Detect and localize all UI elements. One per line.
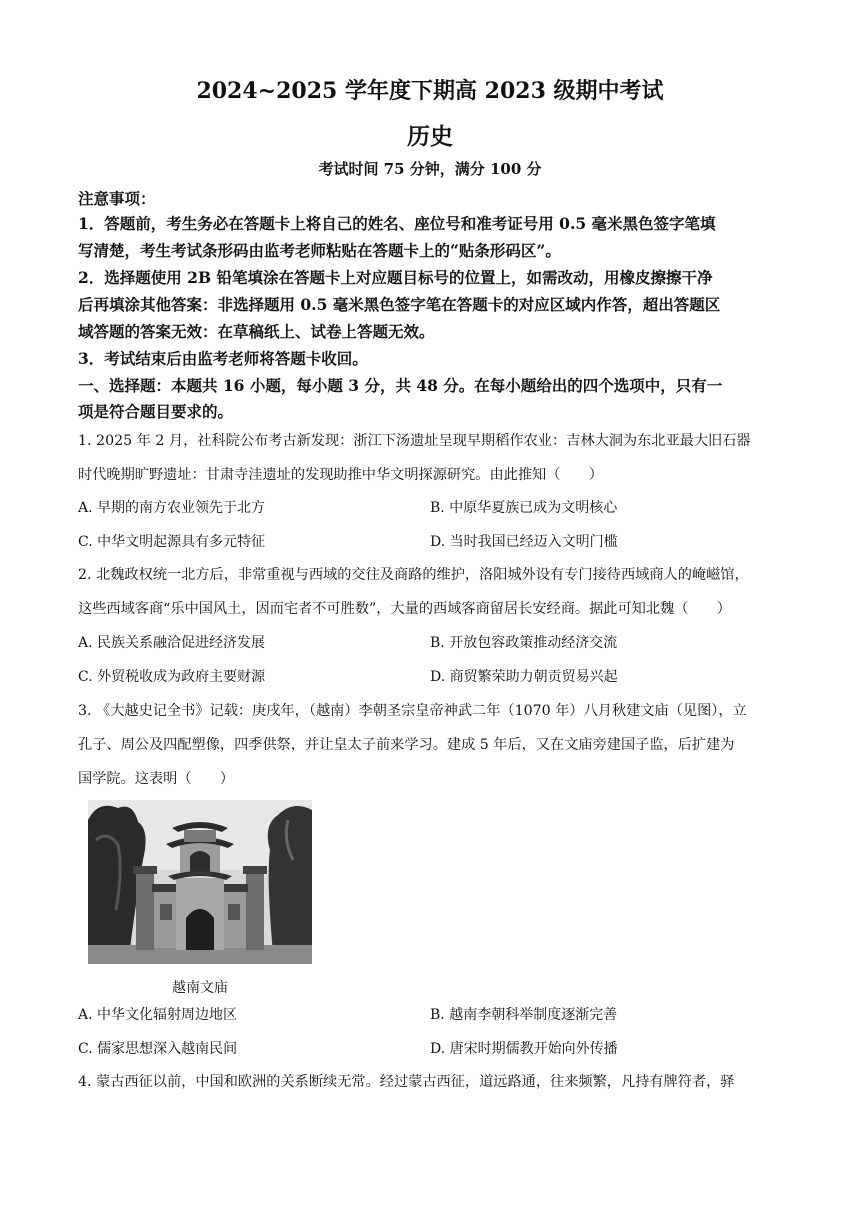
notes-line: 3．考试结束后由监考老师将答题卡收回。 bbox=[78, 349, 368, 368]
time-info: 考试时间 75 分钟，满分 100 分 bbox=[318, 160, 542, 178]
question-2-text: 2. 北魏政权统一北方后，非常重视与西域的交往及商路的维护，洛阳城外设有专门接待西域商人的崦嵫馆， bbox=[78, 567, 749, 583]
question-1-option-b: B. 中原华夏族已成为文明核心 bbox=[430, 500, 618, 516]
notes-line: 后再填涂其他答案：非选择题用 0.5 毫米黑色签字笔在答题卡的对应区域内作答，超出答题区 bbox=[78, 295, 721, 314]
subject-title: 历史 bbox=[407, 123, 453, 150]
question-3-text: 国学院。这表明（ ） bbox=[78, 771, 235, 787]
section-heading: 项是符合题目要求的。 bbox=[78, 402, 234, 421]
question-2-text: 这些西域客商“乐中国风土，因而宅者不可胜数”，大量的西域客商留居长安经商。据此可知北魏（ ） bbox=[78, 601, 731, 617]
question-4-text: 4. 蒙古西征以前，中国和欧洲的关系断续无常。经过蒙古西征，道远路通，往来频繁，凡持有牌符者，驿 bbox=[78, 1074, 735, 1090]
question-1-option-c: C. 中华文明起源具有多元特征 bbox=[78, 534, 266, 550]
question-2-option-d: D. 商贸繁荣助力朝贡贸易兴起 bbox=[430, 669, 618, 685]
question-1-text: 1. 2025 年 2 月，社科院公布考古新发现：浙江下汤遗址呈现早期稻作农业：吉林大洞为东北亚最大旧石器 bbox=[78, 433, 751, 449]
exam-title: 2024~2025 学年度下期高 2023 级期中考试 bbox=[196, 78, 664, 104]
question-3-option-a: A. 中华文化辐射周边地区 bbox=[78, 1007, 238, 1023]
notes-line: 1．答题前，考生务必在答题卡上将自己的姓名、座位号和准考证号用 0.5 毫米黑色签字笔填 bbox=[78, 214, 716, 233]
question-2-option-a: A. 民族关系融洽促进经济发展 bbox=[78, 635, 266, 651]
section-heading: 一、选择题：本题共 16 小题，每小题 3 分，共 48 分。在每小题给出的四个选项中，只有一 bbox=[78, 376, 723, 395]
photo-caption: 越南文庙 bbox=[172, 980, 228, 996]
notes-line: 域答题的答案无效：在草稿纸上、试卷上答题无效。 bbox=[78, 322, 435, 341]
question-3-option-d: D. 唐宋时期儒教开始向外传播 bbox=[430, 1041, 618, 1057]
question-3-option-b: B. 越南李朝科举制度逐渐完善 bbox=[430, 1007, 618, 1023]
notes-heading: 注意事项： bbox=[78, 189, 156, 208]
question-3-option-c: C. 儒家思想深入越南民间 bbox=[78, 1041, 238, 1057]
notes-line: 写清楚，考生考试条形码由监考老师粘贴在答题卡上的“贴条形码区”。 bbox=[78, 241, 561, 260]
question-2-option-c: C. 外贸税收成为政府主要财源 bbox=[78, 669, 266, 685]
question-3-text: 孔子、周公及四配塑像，四季供祭，并让皇太子前来学习。建成 5 年后，又在文庙旁建国子监，后扩建为 bbox=[78, 737, 735, 753]
question-2-option-b: B. 开放包容政策推动经济交流 bbox=[430, 635, 618, 651]
question-1-text: 时代晚期旷野遗址：甘肃寺洼遗址的发现助推中华文明探源研究。由此推知（ ） bbox=[78, 467, 603, 483]
question-1-option-d: D. 当时我国已经迈入文明门槛 bbox=[430, 534, 618, 550]
temple-photo bbox=[88, 800, 312, 964]
question-3-text: 3. 《大越史记全书》记载：庚戌年，（越南）李朝圣宗皇帝神武二年（1070 年）八月秋建文庙（见图），立 bbox=[78, 703, 747, 719]
question-1-option-a: A. 早期的南方农业领先于北方 bbox=[78, 500, 266, 516]
notes-line: 2．选择题使用 2B 铅笔填涂在答题卡上对应题目标号的位置上，如需改动，用橡皮擦擦干净 bbox=[78, 268, 713, 287]
